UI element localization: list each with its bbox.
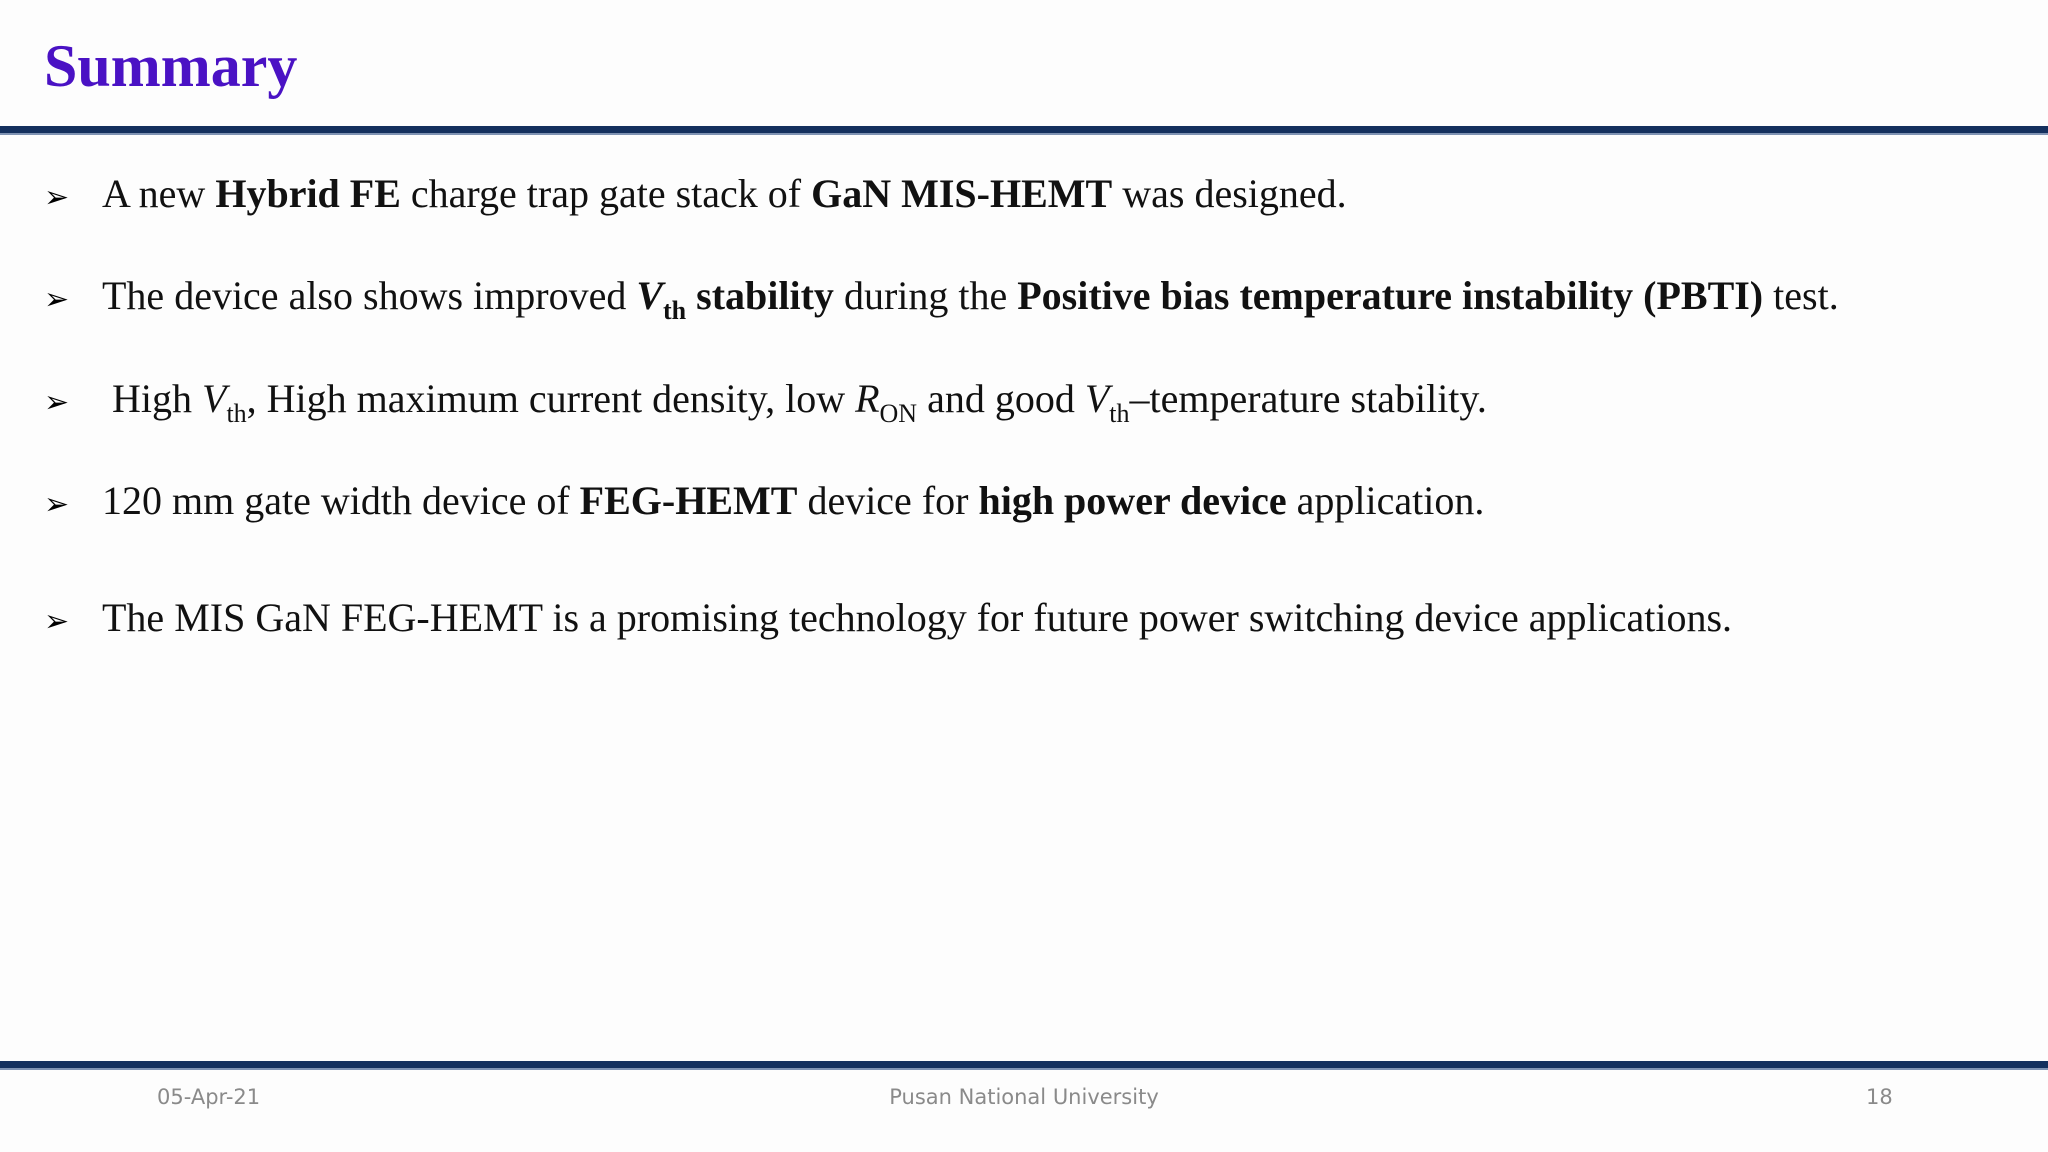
page-number: 18 [1866, 1085, 1893, 1109]
arrowhead-bullet-icon: ➢ [44, 604, 70, 639]
arrowhead-bullet-icon: ➢ [44, 487, 70, 522]
arrowhead-bullet-icon: ➢ [44, 180, 70, 215]
bullet-item [44, 170, 1347, 222]
bullet-item [44, 477, 1484, 529]
bullet-text: A new Hybrid FE charge trap gate stack of GaN MIS-HEMT was designed. [102, 171, 1347, 216]
footer-institution: Pusan National University [889, 1085, 1159, 1109]
bullet-text: The MIS GaN FEG-HEMT is a promising technology for future power switching device applications. [102, 595, 1733, 640]
footer-divider [0, 1061, 2048, 1070]
bullet-item [44, 594, 1732, 646]
bullet-item [44, 375, 1487, 427]
bullet-item [44, 272, 1839, 324]
footer-date: 05-Apr-21 [157, 1085, 261, 1109]
bullet-text: The device also shows improved $V_{th}$ stability during the Positive bias temperature instability (PBTI) test. [102, 273, 1839, 325]
slide-title: Summary [44, 33, 298, 99]
bullet-text: 120 mm gate width device of FEG-HEMT device for high power device application. [102, 478, 1485, 523]
arrowhead-bullet-icon: ➢ [44, 385, 70, 420]
bullet-text: High $V_{th}$, High maximum current density, low $R_{ON}$ and good $V_{th}$–temperature stability. [112, 376, 1487, 428]
header-divider [0, 126, 2048, 135]
arrowhead-bullet-icon: ➢ [44, 282, 70, 317]
